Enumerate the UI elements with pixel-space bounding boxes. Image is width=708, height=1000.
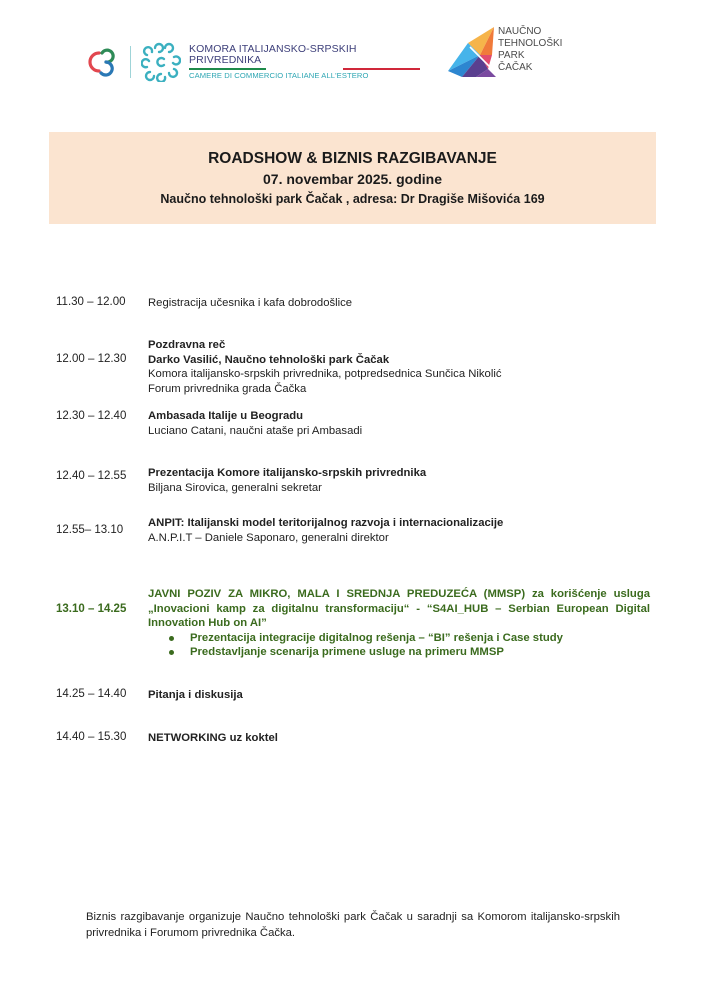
agenda-time: 14.25 – 14.40 [56, 688, 127, 700]
agenda-time: 12.55– 13.10 [56, 524, 124, 536]
chamber-logo [86, 42, 420, 82]
ccie-emblem-icon [141, 42, 181, 82]
agenda-content [148, 338, 650, 396]
organizer-note: Biznis razgibavanje organizuje Naučno tehnološki park Čačak u saradnji sa Komorom italijansko-srpskih privrednika i Forumom privrednika Čačka. [86, 911, 620, 939]
agenda-line: Pozdravna reč [148, 339, 226, 351]
agenda-line: A.N.P.I.T – Daniele Saponaro, generalni direktor [148, 531, 389, 544]
agenda-content [148, 409, 650, 438]
agenda-line: Ambasada Italije u Beogradu [148, 410, 304, 422]
agenda-content [148, 516, 650, 545]
agenda-line: ANPIT: Italijanski model teritorijalnog razvoja i internacionalizacije [148, 517, 504, 529]
agenda-bullet [190, 645, 650, 660]
agenda-time: 13.10 – 14.25 [56, 603, 127, 615]
event-location: Naučno tehnološki park Čačak , adresa: Dr Dragiše Mišovića 169 [160, 192, 545, 206]
event-title: ROADSHOW & BIZNIS RAZGIBAVANJE [208, 150, 497, 167]
bullet-dot-icon [169, 636, 174, 641]
agenda-content [148, 587, 650, 660]
agenda-line: Biljana Sirovica, generalni sekretar [148, 481, 322, 494]
agenda-content [148, 296, 650, 311]
agenda-line: Prezentacija Komore italijansko-srpskih privrednika [148, 467, 427, 479]
c3-logo-icon [86, 45, 120, 79]
agenda-time: 14.40 – 15.30 [56, 731, 127, 743]
ntp-logo-line: TEHNOLOŠKI [498, 38, 563, 49]
agenda-bullet [190, 631, 650, 646]
agenda-line: Komora italijansko-srpskih privrednika, potpredsednica Sunčica Nikolić [148, 368, 502, 380]
chamber-name-line2: PRIVREDNIKA [189, 53, 262, 66]
agenda-line: Pitanja i diskusija [148, 689, 243, 701]
chamber-name-line1: KOMORA ITALIJANSKO-SRPSKIH [189, 42, 357, 55]
event-date: 07. novembar 2025. godine [263, 171, 442, 187]
agenda-time: 12.30 – 12.40 [56, 410, 127, 422]
agenda-line: NETWORKING uz koktel [148, 732, 278, 744]
agenda-content [148, 466, 650, 495]
bullet-dot-icon [169, 650, 174, 655]
chamber-subtitle: CAMERE DI COMMERCIO ITALIANE ALL'ESTERO [189, 70, 369, 80]
agenda-bullet-text: Prezentacija integracije digitalnog rešenja – “BI” rešenja i Case study [190, 631, 563, 644]
ntp-logo-line: ČAČAK [498, 62, 533, 73]
agenda-content [148, 688, 650, 703]
agenda-content [148, 731, 650, 746]
ntp-logo-line: PARK [498, 50, 525, 61]
agenda-time: 12.40 – 12.55 [56, 470, 127, 482]
agenda-time: 12.00 – 12.30 [56, 353, 127, 365]
ntp-logo-text [498, 26, 562, 74]
ntp-triangle-mark-icon [440, 25, 498, 79]
chamber-logo-text [189, 44, 420, 81]
public-call-paragraph: JAVNI POZIV ZA MIKRO, MALA I SREDNJA PREDUZEĆA (MMSP) za korišćenje usluga „Inovacioni kamp za digitalnu transformaciju“ - “S4AI_HUB – Serbian European Digital Innovation Hub on AI” [148, 588, 650, 629]
event-title-box [49, 132, 656, 224]
agenda-line: Darko Vasilić, Naučno tehnološki park Čačak [148, 353, 390, 366]
agenda-time: 11.30 – 12.00 [56, 296, 126, 308]
ntp-cacak-logo [440, 25, 562, 79]
agenda-bullet-text: Predstavljanje scenarija primene usluge na primeru MMSP [190, 646, 504, 658]
agenda-bullet-list [148, 631, 650, 660]
italian-flag-line [189, 68, 420, 70]
agenda-line: Luciano Catani, naučni ataše pri Ambasadi [148, 424, 363, 437]
logo-divider [130, 46, 131, 78]
ntp-logo-line: NAUČNO [498, 26, 542, 37]
agenda-line: Registracija učesnika i kafa dobrodošlice [148, 297, 353, 309]
agenda-line: Forum privrednika grada Čačka [148, 382, 307, 395]
